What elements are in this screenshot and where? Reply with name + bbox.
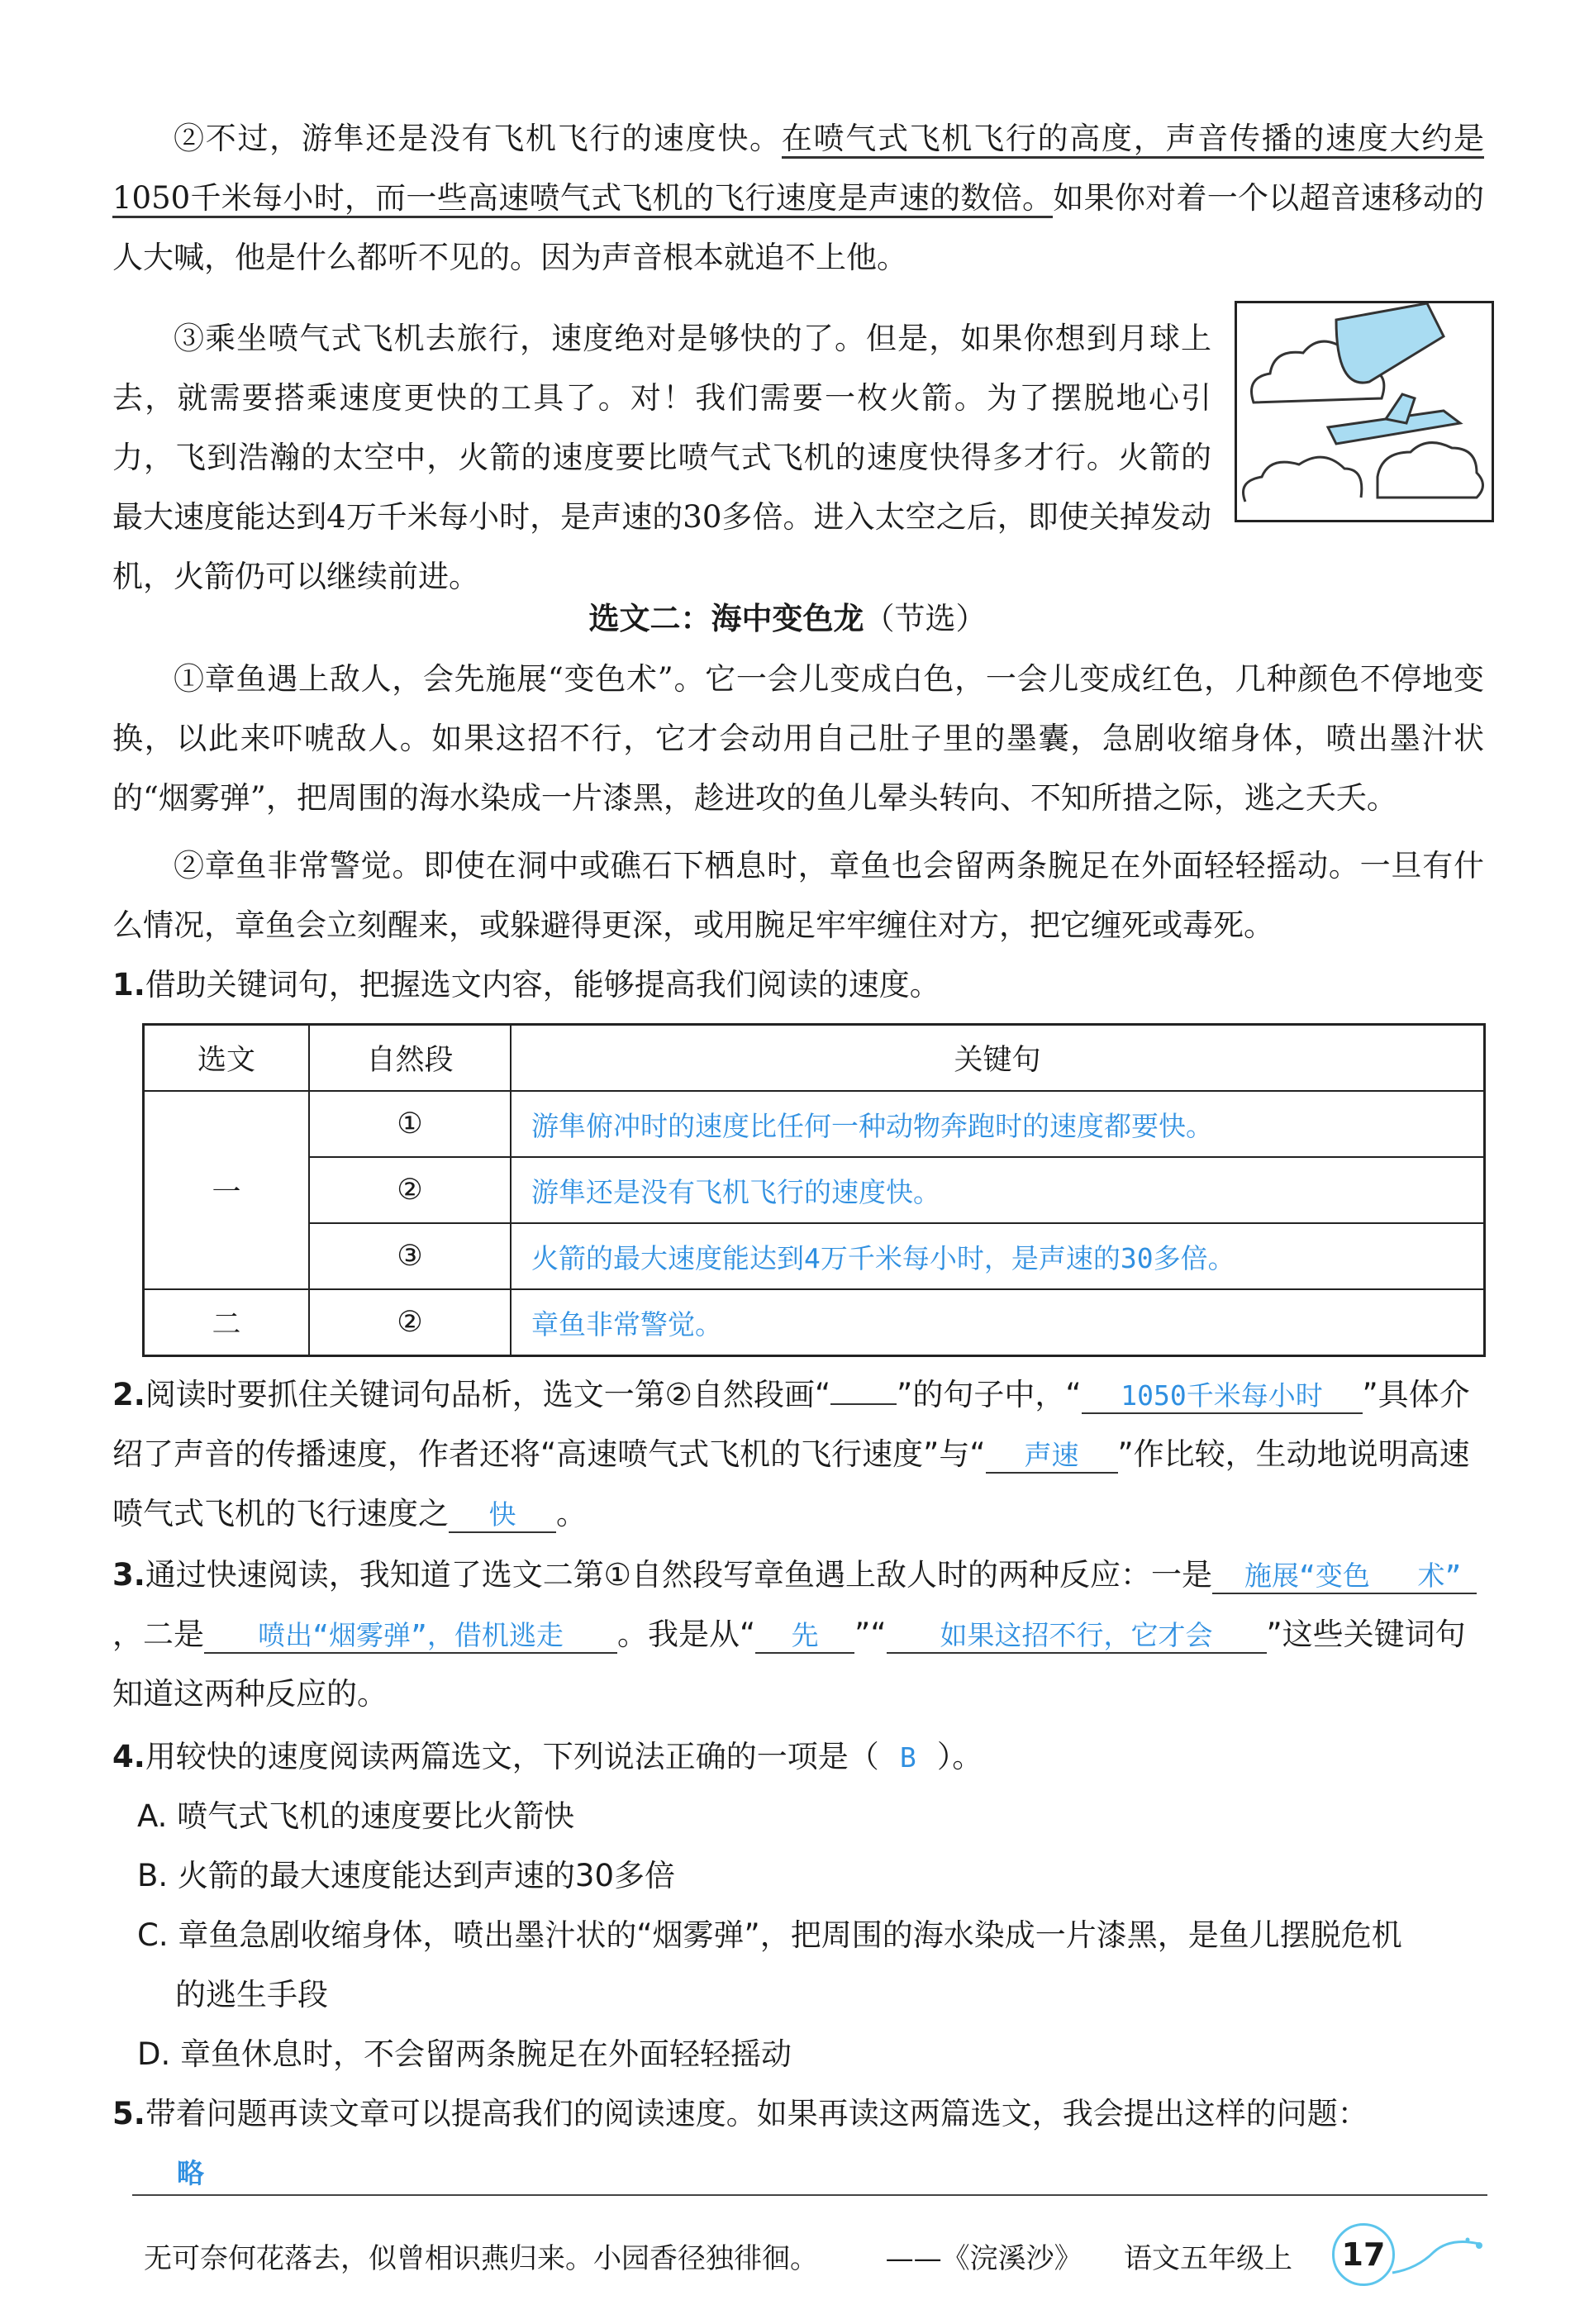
answer-blank[interactable]: 如果这招不行，它才会: [887, 1619, 1267, 1654]
key-sentence-table: [142, 1023, 1486, 1357]
page-number: 17: [1332, 2223, 1395, 2286]
answer-blank[interactable]: 1050千米每小时: [1082, 1379, 1363, 1414]
passage2-paragraph-1: ①章鱼遇上敌人，会先施展“变色术”。它一会儿变成白色，一会儿变成红色，几种颜色不停地变换，以此来吓唬敌人。如果这招不行，它才会动用自己肚子里的墨囊，急剧收缩身体，喷出墨汁状的“烟雾弹”，把周围的海水染成一片漆黑，趁进攻的鱼儿晕头转向、不知所措之际，逃之夭夭。: [112, 661, 1484, 816]
table-row: ③ 火箭的最大速度能达到4万千米每小时，是声速的30多倍。: [144, 1223, 1485, 1289]
option-c: C. 章鱼急剧收缩身体，喷出墨汁状的“烟雾弹”，把周围的海水染成一片漆黑，是鱼儿摆脱危机: [137, 1917, 1402, 1953]
option-c-continued: 的逃生手段: [175, 1977, 328, 2012]
question-1: 1.借助关键词句，把握选文内容，能够提高我们阅读的速度。: [112, 967, 940, 1002]
passage1-paragraph-2: [112, 109, 1484, 288]
passage2-title: 选文二：海中变色龙（节选）: [588, 601, 987, 636]
p2-rest: 如果你对着一个以超音速移动的人大喊，他是什么都听不见的。因为声音根本就追不上他。: [112, 180, 1484, 275]
answer-blank[interactable]: 术”: [1402, 1560, 1477, 1594]
passage1-paragraph-3: ③乘坐喷气式飞机去旅行，速度绝对是够快的了。但是，如果你想到月球上去，就需要搭乘速度更快的工具了。对！我们需要一枚火箭。为了摆脱地心引力，飞到浩瀚的太空中，火箭的速度要比喷气式飞机的速度快得多才行。火箭的最大速度能达到4万千米每小时，是声速的30多倍。进入太空之后，即使关掉发动机，火箭仍可以继续前进。: [112, 321, 1211, 594]
answer-blank[interactable]: 先: [755, 1619, 854, 1654]
footer-poem: 无可奈何花落去，似曾相识燕归来。小园香径独徘徊。 ——《浣溪沙》: [144, 2242, 1083, 2275]
table-row: 二 ② 章鱼非常警觉。: [144, 1289, 1485, 1356]
answer-blank[interactable]: 声速: [986, 1439, 1118, 1474]
question-4: 4.用较快的速度阅读两篇选文，下列说法正确的一项是（ B ）。: [112, 1727, 1484, 1788]
question-3: 3.通过快速阅读，我知道了选文二第①自然段写章鱼遇上敌人时的两种反应：一是 施展“变色 术”，二是 喷出“烟雾弹”，借机逃走 。我是从“ 先 ”“ 如果这招不行，它才会 ”这些关键词句知道这两种反应的。: [112, 1545, 1484, 1724]
airplane-icon: [1237, 303, 1492, 520]
table-row: ② 游隼还是没有飞机飞行的速度快。: [144, 1157, 1485, 1223]
question-2: 2.阅读时要抓住关键词句品析，选文一第②自然段画“ ”的句子中，“ 1050千米每小时 ”具体介绍了声音的传播速度，作者还将“高速喷气式飞机的飞行速度”与“ 声速 ”作比较，生动地说明高速喷气式飞机的飞行速度之 快 。: [112, 1377, 1470, 1531]
answer-blank[interactable]: 喷出“烟雾弹”，借机逃走: [204, 1619, 617, 1654]
p2-sentence: ②不过，游隼还是没有飞机飞行的速度快。: [174, 121, 782, 156]
option-d: D. 章鱼休息时，不会留两条腕足在外面轻轻摇动: [137, 2036, 792, 2072]
choice-answer[interactable]: B: [899, 1741, 916, 1774]
answer-blank[interactable]: [830, 1403, 897, 1405]
decorative-swirl-icon: [1388, 2236, 1487, 2285]
answer-blank[interactable]: 施展“变色: [1212, 1560, 1402, 1594]
question-5: 5.带着问题再读文章可以提高我们的阅读速度。如果再读这两篇选文，我会提出这样的问题：: [112, 2096, 1368, 2131]
table-header-row: 选文 自然段 关键句: [144, 1025, 1485, 1092]
answer-line: [132, 2194, 1487, 2196]
option-b: B. 火箭的最大速度能达到声速的30多倍: [137, 1858, 675, 1893]
airplane-clouds-illustration: [1235, 301, 1494, 522]
book-label: 语文五年级上: [1124, 2242, 1292, 2275]
answer-blank[interactable]: 快: [449, 1498, 556, 1533]
option-a: A. 喷气式飞机的速度要比火箭快: [137, 1798, 575, 1834]
question-5-answer[interactable]: 略: [177, 2157, 204, 2189]
table-row: 一 ① 游隼俯冲时的速度比任何一种动物奔跑时的速度都要快。: [144, 1091, 1485, 1157]
underlined-sentence: 在喷气式飞机飞行的高度，声音传播的速度大约是1050千米每小时，而一些高速喷气式飞机的飞行速度是声速的数倍。: [112, 121, 1484, 218]
passage2-paragraph-2: ②章鱼非常警觉。即使在洞中或礁石下栖息时，章鱼也会留两条腕足在外面轻轻摇动。一旦有什么情况，章鱼会立刻醒来，或躲避得更深，或用腕足牢牢缠住对方，把它缠死或毒死。: [112, 848, 1484, 943]
